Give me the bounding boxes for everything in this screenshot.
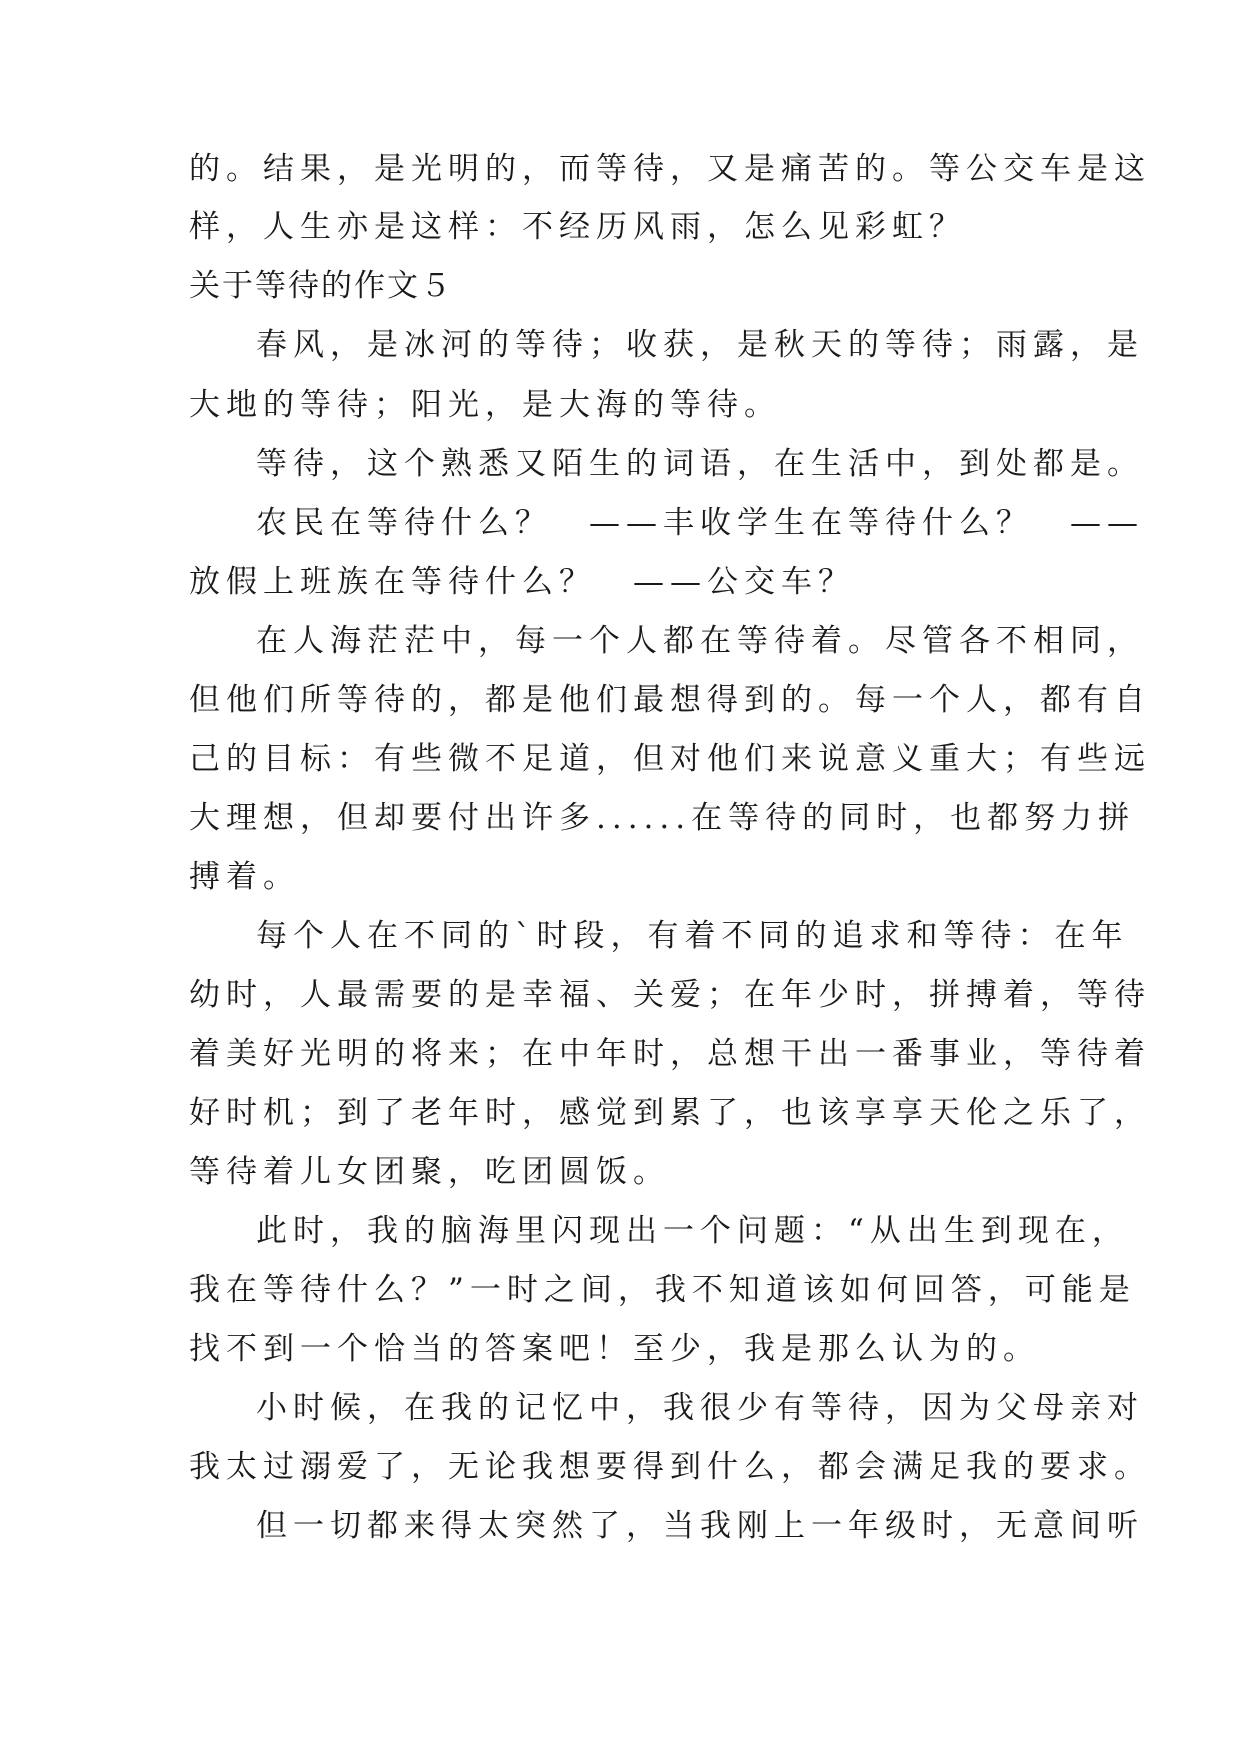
text-line: 每个人在不同的`时段，有着不同的追求和等待：在年 [256,918,1129,954]
text-line: 己的目标：有些微不足道，但对他们来说意义重大；有些远 [189,741,1151,777]
text-line: 在人海茫茫中，每一个人都在等待着。尽管各不相同， [256,623,1144,659]
text-line: 的。结果，是光明的，而等待，又是痛苦的。等公交车是这 [189,151,1151,187]
text-line: 但一切都来得太突然了，当我刚上一年级时，无意间听 [256,1508,1144,1544]
text-line: 好时机；到了老年时，感觉到累了，也该享享天伦之乐了， [189,1095,1151,1131]
text-line: 放假上班族在等待什么？ ——公交车？ [189,564,855,600]
text-line: 小时候，在我的记忆中，我很少有等待，因为父母亲对 [256,1390,1144,1426]
text-line: 搏着。 [189,859,300,895]
text-line: 着美好光明的将来；在中年时，总想干出一番事业，等待着 [189,1036,1151,1072]
text-line: 等待，这个熟悉又陌生的词语，在生活中，到处都是。 [256,446,1144,482]
text-line: 春风，是冰河的等待；收获，是秋天的等待；雨露，是 [256,327,1144,363]
text-line: 找不到一个恰当的答案吧！至少，我是那么认为的。 [189,1331,1040,1367]
text-line: 我太过溺爱了，无论我想要得到什么，都会满足我的要求。 [189,1449,1151,1485]
text-line: 但他们所等待的，都是他们最想得到的。每一个人，都有自 [189,682,1151,718]
text-line: 大地的等待；阳光，是大海的等待。 [189,387,781,423]
section-heading: 关于等待的作文５ [189,268,453,304]
text-line: 等待着儿女团聚，吃团圆饭。 [189,1154,670,1190]
text-line: 农民在等待什么？ ——丰收学生在等待什么？ —— [256,505,1144,541]
text-line: 样，人生亦是这样：不经历风雨，怎么见彩虹？ [189,209,966,245]
text-line: 幼时，人最需要的是幸福、关爱；在年少时，拼搏着，等待 [189,977,1151,1013]
text-line: 大理想，但却要付出许多......在等待的同时，也都努力拼 [189,800,1136,836]
text-line: 我在等待什么？”一时之间，我不知道该如何回答，可能是 [189,1272,1136,1308]
text-line: 此时，我的脑海里闪现出一个问题：“从出生到现在， [256,1213,1129,1249]
